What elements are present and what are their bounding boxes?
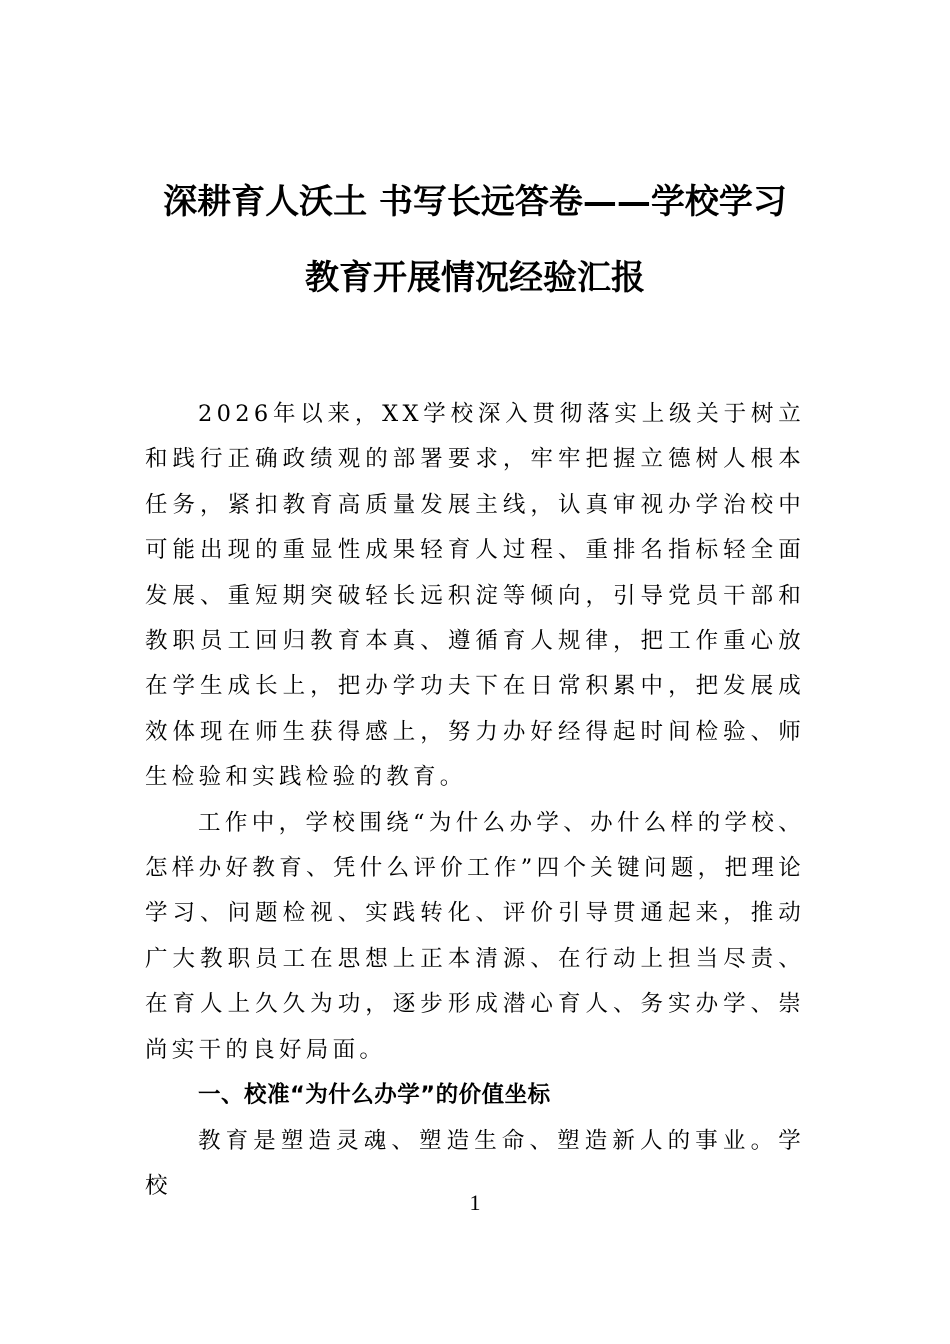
body-paragraph-1: 2026年以来，XX学校深入贯彻落实上级关于树立和践行正确政绩观的部署要求，牢牢把握立德树人根本任务，紧扣教育高质量发展主线，认真审视办学治校中可能出现的重显性成果轻育人过程、重排名指标轻全面发展、重短期突破轻长远积淀等倾向，引导党员干部和教职员工回归教育本真、遵循育人规律，把工作重心放在学生成长上，把办学功夫下在日常积累中，把发展成效体现在师生获得感上，努力办好经得起时间检验、师生检验和实践检验的教育。 [145, 401, 805, 791]
section-heading-1: 一、校准“为什么办学”的价值坐标 [198, 1082, 551, 1109]
page-number: 1 [469, 1190, 481, 1215]
title-line-2: 教育开展情况经验汇报 [305, 258, 645, 298]
title-line-1: 深耕育人沃土 书写长远答卷——学校学习 [163, 182, 787, 222]
body-paragraph-3: 教育是塑造灵魂、塑造生命、塑造新人的事业。学校 [145, 1127, 805, 1199]
body-paragraph-2: 工作中，学校围绕“为什么办学、办什么样的学校、怎样办好教育、凭什么评价工作”四个关键问题，把理论学习、问题检视、实践转化、评价引导贯通起来，推动广大教职员工在思想上正本清源、在行动上担当尽责、在育人上久久为功，逐步形成潜心育人、务实办学、崇尚实干的良好局面。 [145, 809, 805, 1063]
document-title [130, 164, 820, 316]
document-body [145, 392, 805, 1209]
